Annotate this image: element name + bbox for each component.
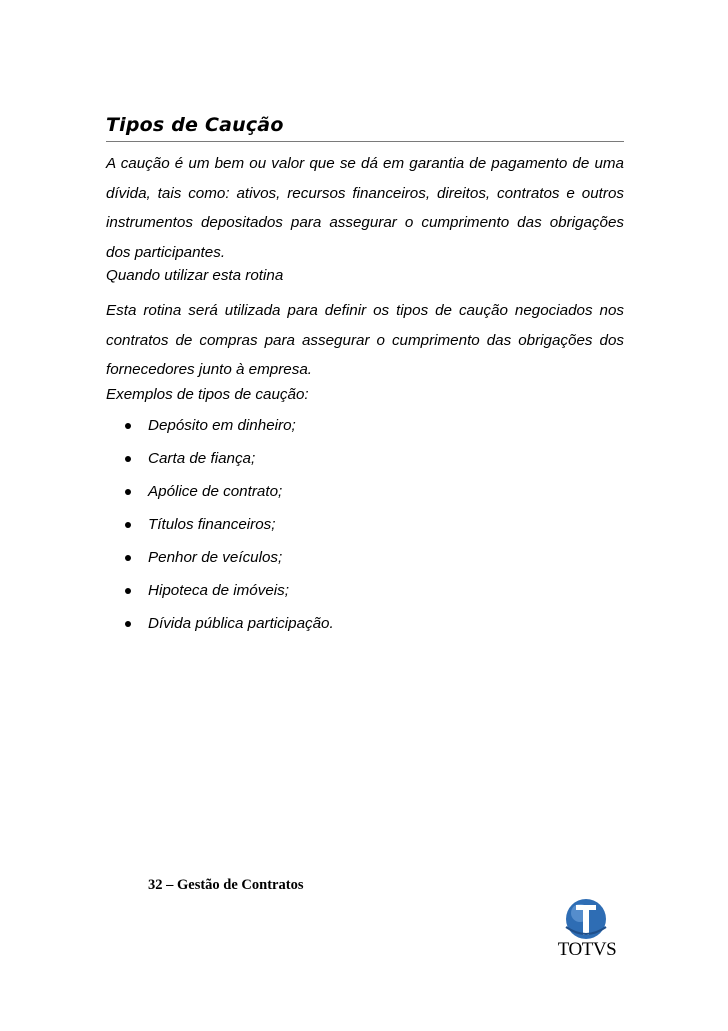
logo-wordmark: TOTVS [557,939,617,960]
title-divider [106,141,624,142]
bullet-icon [125,621,131,627]
list-item-label: Hipoteca de imóveis; [148,582,289,599]
bullet-icon [125,588,131,594]
usage-paragraph [106,296,624,385]
list-item [106,574,624,607]
list-item-label: Penhor de veículos; [148,549,283,566]
list-item-label: Apólice de contrato; [148,483,283,500]
usage-paragraph-text: Esta rotina será utilizada para definir os tipos de caução negociados nos contratos de compras para assegurar o cumprimento das obrigações dos fornecedores junto à empresa. [106,302,624,378]
bullet-icon [125,423,131,429]
list-item [106,508,624,541]
list-item-label: Depósito em dinheiro; [148,417,296,434]
section-title: Tipos de Caução [106,114,284,136]
totvs-logo [556,897,618,961]
when-to-use-heading: Quando utilizar esta rotina [106,267,284,284]
bullet-icon [125,555,131,561]
list-item-label: Dívida pública participação. [148,615,334,632]
list-item [106,442,624,475]
page-footer: 32 – Gestão de Contratos [148,877,304,893]
list-item-label: Carta de fiança; [148,450,256,467]
examples-list [106,409,624,640]
list-item-label: Títulos financeiros; [148,516,276,533]
bullet-icon [125,522,131,528]
bullet-icon [125,456,131,462]
list-item [106,607,624,640]
bullet-icon [125,489,131,495]
globe-icon [560,897,612,941]
list-item [106,475,624,508]
list-item [106,541,624,574]
intro-paragraph-text: A caução é um bem ou valor que se dá em garantia de pagamento de uma dívida, tais como: ativos, recursos financeiros, direitos, contratos e outros instrumentos depositados para assegurar o cumprimento das obrigações dos participantes. [106,155,624,261]
list-item [106,409,624,442]
intro-paragraph [106,149,624,267]
examples-heading: Exemplos de tipos de caução: [106,386,309,403]
